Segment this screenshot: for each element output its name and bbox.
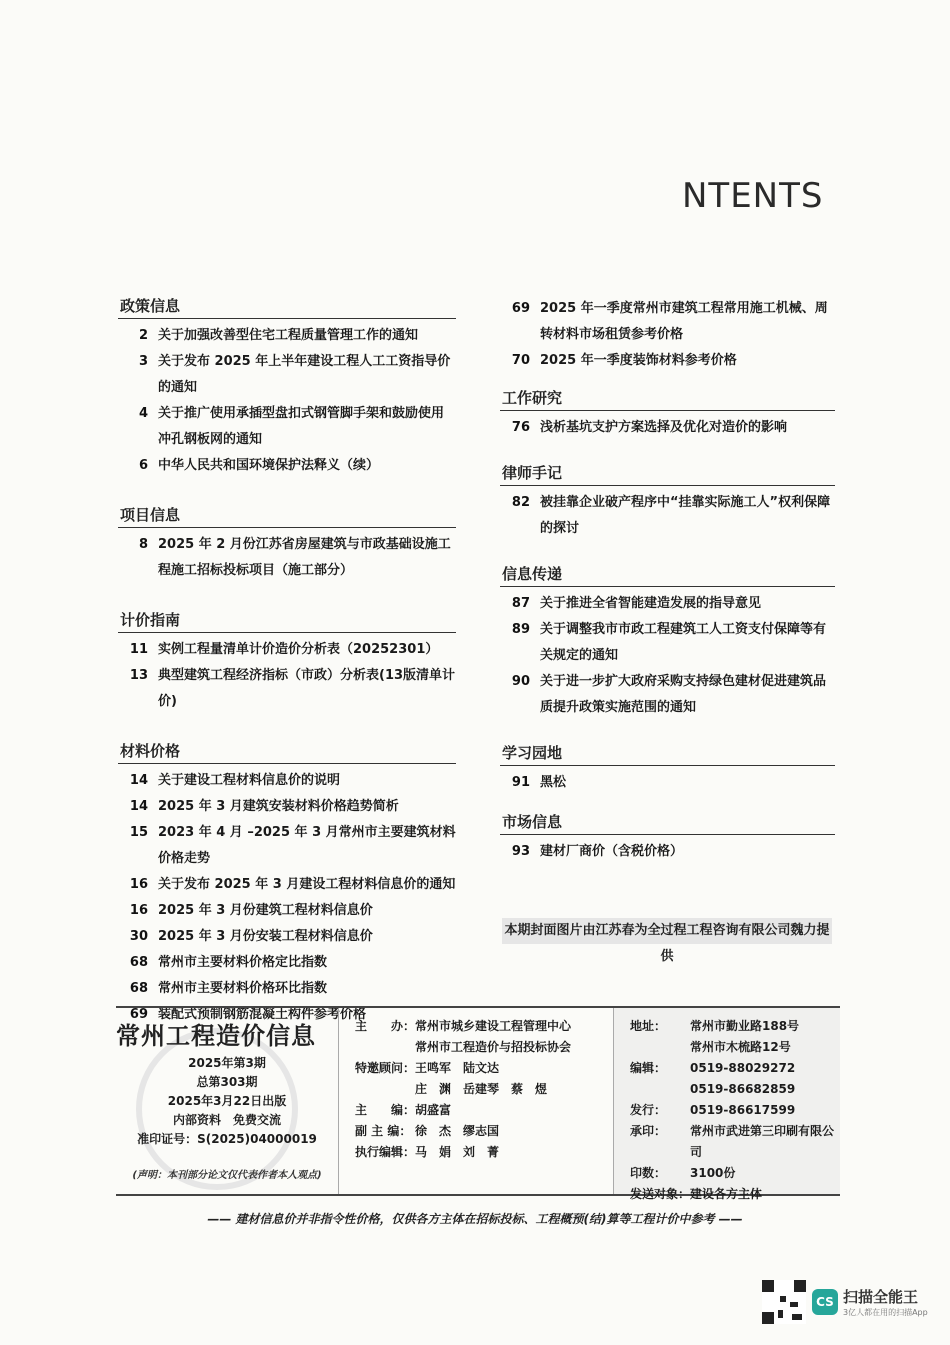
toc-right-column — [500, 296, 835, 871]
toc-entry[interactable] — [118, 976, 456, 1002]
page-number: 87 — [511, 596, 530, 611]
masthead-value: 常州市木梳路12号 — [690, 1040, 791, 1054]
toc-entry[interactable] — [118, 820, 456, 872]
page-number: 15 — [129, 825, 148, 840]
entry-title: 2025 年 2 月份江苏省房屋建筑与市政基础设施工程施工招标投标项目（施工部分） — [158, 537, 451, 578]
section-title: 律师手记 — [500, 463, 835, 486]
page-number: 13 — [129, 668, 148, 683]
masthead-label: 特邀顾问： — [355, 1061, 416, 1075]
masthead-value: 常州市勤业路188号 — [690, 1019, 800, 1033]
contents-heading-text: NTENTS — [682, 176, 824, 216]
page-number: 11 — [129, 642, 148, 657]
section-title: 项目信息 — [118, 505, 456, 528]
toc-section — [118, 296, 456, 479]
masthead-row — [355, 1037, 613, 1058]
masthead-value: 0519-86682859 — [690, 1082, 796, 1096]
masthead-value: 胡盛富 — [415, 1103, 452, 1117]
masthead-label — [355, 1079, 415, 1100]
page-number: 8 — [138, 537, 148, 552]
page-number: 30 — [129, 929, 148, 944]
masthead-value: 3100份 — [690, 1166, 736, 1180]
masthead-value: 建设各方主体 — [690, 1187, 763, 1201]
entry-title: 常州市主要材料价格环比指数 — [158, 981, 328, 996]
masthead-row — [630, 1016, 840, 1037]
masthead-row — [355, 1142, 613, 1163]
toc-entry[interactable] — [118, 637, 456, 663]
scanner-slogan: 3亿人都在用的扫描App — [843, 1308, 928, 1317]
page-number: 68 — [129, 955, 148, 970]
entry-title: 关于建设工程材料信息价的说明 — [158, 773, 341, 788]
page-number: 90 — [511, 674, 530, 689]
entry-title: 装配式预制钢筋混凝土构件参考价格 — [158, 1007, 367, 1022]
masthead-row — [630, 1037, 840, 1058]
toc-entry[interactable] — [118, 349, 456, 401]
publication-title: 常州工程造价信息 — [116, 1022, 316, 1050]
toc-left-column — [118, 296, 456, 1034]
entry-title: 2023 年 4 月 –2025 年 3 月常州市主要建筑材料价格走势 — [158, 825, 456, 866]
entry-title: 实例工程量清单计价造价分析表（20252301） — [158, 642, 439, 657]
masthead-publication-block — [116, 1008, 339, 1194]
masthead-label: 地址： — [630, 1019, 667, 1033]
toc-entry[interactable] — [500, 591, 835, 617]
toc-entry[interactable] — [500, 415, 835, 441]
entry-title: 2025 年 3 月份建筑工程材料信息价 — [158, 903, 373, 918]
masthead-row — [355, 1016, 613, 1037]
publication-details — [116, 1054, 338, 1149]
masthead-value: 马 娟 刘 菁 — [415, 1145, 500, 1159]
masthead-value: 0519-86617599 — [690, 1103, 796, 1117]
toc-entry[interactable] — [118, 950, 456, 976]
toc-entry[interactable] — [500, 839, 835, 865]
toc-section — [500, 743, 835, 796]
toc-entry[interactable] — [500, 669, 835, 721]
entry-title: 关于推广使用承插型盘扣式钢管脚手架和鼓励使用冲孔钢板网的通知 — [158, 406, 445, 447]
masthead-row — [355, 1121, 613, 1142]
section-title: 信息传递 — [500, 564, 835, 587]
masthead-row — [630, 1184, 840, 1205]
masthead-contact-block — [614, 1008, 840, 1201]
masthead-label: 发行： — [630, 1103, 667, 1117]
entry-title: 中华人民共和国环境保护法释义（续） — [158, 458, 380, 473]
cover-credit: 本期封面图片由江苏春为全过程工程咨询有限公司魏力提供 — [502, 918, 832, 944]
internal-note: 内部资料 免费交流 — [172, 1113, 281, 1127]
toc-section — [500, 812, 835, 865]
toc-section — [500, 564, 835, 721]
masthead-label: 编辑： — [630, 1061, 667, 1075]
toc-entry[interactable] — [500, 296, 835, 348]
toc-entry[interactable] — [118, 872, 456, 898]
masthead-label: 印数： — [630, 1166, 667, 1180]
scanner-app-name: 扫描全能王 — [843, 1288, 919, 1306]
masthead-row — [630, 1079, 840, 1100]
price-disclaimer: —— 建材信息价并非指令性价格，仅供各方主体在招标投标、工程概预(结)算等工程计价中参考 —— — [207, 1212, 743, 1226]
toc-entry[interactable] — [500, 770, 835, 796]
section-title: 工作研究 — [500, 388, 835, 411]
publish-date: 2025年3月22日出版 — [167, 1094, 287, 1108]
entry-title: 典型建筑工程经济指标（市政）分析表(13版清单计价) — [158, 668, 456, 709]
toc-entry[interactable] — [118, 768, 456, 794]
entry-title: 建材厂商价（含税价格） — [540, 844, 684, 859]
masthead-label — [630, 1079, 690, 1100]
entry-title: 2025 年 3 月份安装工程材料信息价 — [158, 929, 373, 944]
toc-entry[interactable] — [500, 348, 835, 374]
section-title: 市场信息 — [500, 812, 835, 835]
page-number: 70 — [511, 353, 530, 368]
masthead-label: 发送对象： — [630, 1187, 691, 1201]
toc-entry[interactable] — [500, 490, 835, 542]
camscanner-logo-icon: CS — [812, 1289, 838, 1315]
toc-entry[interactable] — [118, 924, 456, 950]
page-number: 16 — [129, 903, 148, 918]
toc-entry[interactable] — [118, 663, 456, 715]
masthead-value: 王鸣军 陆文达 — [415, 1061, 500, 1075]
page-number: 14 — [129, 773, 148, 788]
scanner-watermark — [762, 1280, 928, 1324]
statement: (声明：本刊部分论文仅代表作者本人观点) — [132, 1170, 322, 1181]
toc-section — [500, 463, 835, 542]
section-title: 学习园地 — [500, 743, 835, 766]
issue-number: 2025年第3期 — [188, 1056, 266, 1070]
page-number: 76 — [511, 420, 530, 435]
masthead-row — [630, 1163, 840, 1184]
toc-section — [118, 741, 456, 1028]
masthead-value: 常州市武进第三印刷有限公司 — [690, 1124, 835, 1159]
entry-title: 关于发布 2025 年 3 月建设工程材料信息价的通知 — [158, 877, 456, 892]
entry-title: 被挂靠企业破产程序中“挂靠实际施工人”权利保障的探讨 — [540, 495, 831, 536]
toc-entry[interactable] — [118, 453, 456, 479]
entry-title: 2025 年 3 月建筑安装材料价格趋势简析 — [158, 799, 399, 814]
page-number: 4 — [138, 406, 148, 421]
toc-entry[interactable] — [118, 401, 456, 453]
masthead-row — [355, 1058, 613, 1079]
permit-number: 准印证号：S(2025)04000019 — [137, 1132, 317, 1146]
page-number: 6 — [138, 458, 148, 473]
contents-heading — [680, 176, 823, 216]
entry-title: 关于推进全省智能建造发展的指导意见 — [540, 596, 762, 611]
toc-entry[interactable] — [118, 532, 456, 584]
masthead-label — [355, 1037, 415, 1058]
section-title: 政策信息 — [118, 296, 456, 319]
entry-title: 黑松 — [540, 775, 567, 790]
toc-entry[interactable] — [118, 323, 456, 349]
masthead-label: 执行编辑： — [355, 1145, 416, 1159]
masthead-label: 承印： — [630, 1124, 667, 1138]
entry-title: 关于进一步扩大政府采购支持绿色建材促进建筑品质提升政策实施范围的通知 — [540, 674, 827, 715]
masthead-row — [630, 1121, 840, 1163]
masthead-row — [630, 1100, 840, 1121]
masthead-value: 徐 杰 缪志国 — [415, 1124, 500, 1138]
entry-title: 常州市主要材料价格定比指数 — [158, 955, 328, 970]
toc-entry[interactable] — [118, 794, 456, 820]
page-number: 93 — [511, 844, 530, 859]
page-number: 69 — [511, 301, 530, 316]
masthead-label: 主 办： — [355, 1019, 416, 1033]
entry-title: 关于加强改善型住宅工程质量管理工作的通知 — [158, 328, 419, 343]
page-number: 91 — [511, 775, 530, 790]
masthead-value: 常州市城乡建设工程管理中心 — [415, 1019, 572, 1033]
masthead-value: 0519-88029272 — [690, 1061, 796, 1075]
toc-entry[interactable] — [500, 617, 835, 669]
masthead-label — [630, 1037, 690, 1058]
page-number: 82 — [511, 495, 530, 510]
masthead-value: 庄 渊 岳建琴 蔡 煜 — [415, 1082, 548, 1096]
masthead-row — [630, 1058, 840, 1079]
entry-title: 2025 年一季度常州市建筑工程常用施工机械、周转材料市场租赁参考价格 — [540, 301, 828, 342]
masthead — [116, 1006, 840, 1201]
page-number: 3 — [138, 354, 148, 369]
page-number: 16 — [129, 877, 148, 892]
toc-section — [500, 388, 835, 441]
total-issue: 总第303期 — [196, 1075, 258, 1089]
masthead-row — [355, 1100, 613, 1121]
masthead-value: 常州市工程造价与招投标协会 — [415, 1040, 572, 1054]
page-number: 69 — [129, 1007, 148, 1022]
page-number: 68 — [129, 981, 148, 996]
masthead-label: 副 主 编： — [355, 1124, 412, 1138]
toc-section — [118, 505, 456, 584]
section-title: 计价指南 — [118, 610, 456, 633]
masthead-editorial-block — [339, 1008, 614, 1194]
masthead-label: 主 编： — [355, 1103, 416, 1117]
section-title: 材料价格 — [118, 741, 456, 764]
masthead-row — [355, 1079, 613, 1100]
entry-title: 2025 年一季度装饰材料参考价格 — [540, 353, 737, 368]
toc-entry[interactable] — [118, 898, 456, 924]
toc-section — [500, 296, 835, 374]
qr-code-icon — [762, 1280, 806, 1324]
page-number: 89 — [511, 622, 530, 637]
page-number: 2 — [138, 328, 148, 343]
toc-section — [118, 610, 456, 715]
entry-title: 关于发布 2025 年上半年建设工程人工工资指导价的通知 — [158, 354, 451, 395]
entry-title: 浅析基坑支护方案选择及优化对造价的影响 — [540, 420, 788, 435]
page-number: 14 — [129, 799, 148, 814]
entry-title: 关于调整我市市政工程建筑工人工资支付保障等有关规定的通知 — [540, 622, 827, 663]
